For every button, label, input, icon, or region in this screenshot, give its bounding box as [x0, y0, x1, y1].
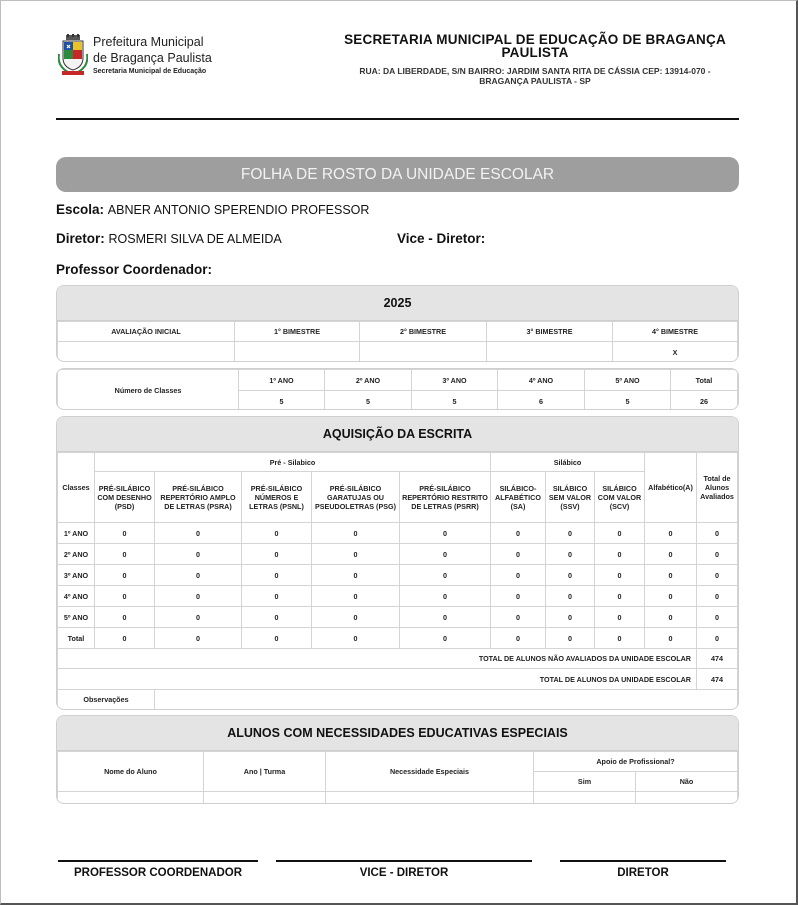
classes-header: 3º ANO: [412, 370, 498, 391]
bimestre-table: [57, 321, 738, 362]
table-cell: 0: [95, 544, 155, 565]
table-cell: 0: [242, 565, 312, 586]
table-row: [58, 586, 738, 607]
table-cell: 0: [242, 586, 312, 607]
table-cell: 0: [400, 628, 491, 649]
table-cell: 0: [400, 586, 491, 607]
table-cell: 0: [595, 586, 645, 607]
escrita-box: [56, 416, 739, 710]
table-cell: 0: [95, 586, 155, 607]
header-divider: [56, 118, 739, 120]
table-cell: 0: [242, 628, 312, 649]
row-label: 1º ANO: [58, 523, 95, 544]
vice-diretor-field: [397, 231, 485, 246]
header-address: RUA: DA LIBERDADE, S/N BAIRRO: JARDIM SANTA RITA DE CÁSSIA CEP: 13914-070 - BRAGANÇA PAULISTA - SP: [359, 66, 711, 86]
col-header: SILÁBICO SEM VALOR (SSV): [546, 472, 595, 523]
table-cell: 0: [400, 607, 491, 628]
especiais-box: [56, 715, 739, 804]
row-label: 5º ANO: [58, 607, 95, 628]
total-avaliados-header: Total de Alunos Avaliados: [697, 453, 738, 523]
table-cell: 0: [400, 544, 491, 565]
escola-field: [56, 202, 369, 217]
row-label: Total: [58, 628, 95, 649]
col-header: SILÁBICO COM VALOR (SCV): [595, 472, 645, 523]
table-cell: 0: [312, 523, 400, 544]
table-cell: 0: [546, 607, 595, 628]
nao-header: Não: [636, 772, 738, 792]
table-cell: 0: [645, 544, 697, 565]
table-row: [58, 628, 738, 649]
table-row: [58, 523, 738, 544]
col-header: PRÉ-SILÁBICO GARATUJAS OU PSEUDOLETRAS (PSG): [312, 472, 400, 523]
signature-vice-diretor: VICE - DIRETOR: [359, 867, 449, 879]
logo-line-3: Secretaria Municipal de Educação: [93, 68, 207, 75]
classes-value: 5: [412, 391, 498, 411]
table-cell: 0: [645, 523, 697, 544]
coordenador-label: Professor Coordenador:: [56, 262, 213, 277]
observacoes-field[interactable]: [155, 690, 738, 710]
table-cell: 0: [491, 523, 546, 544]
row-label: 2º ANO: [58, 544, 95, 565]
necessidade-header: Necessidade Especiais: [326, 752, 534, 792]
sim-header: Sim: [534, 772, 636, 792]
classes-header: 5º ANO: [585, 370, 671, 391]
ano-turma-header: Ano | Turma: [204, 752, 326, 792]
table-cell: 0: [491, 565, 546, 586]
table-cell: 0: [312, 628, 400, 649]
signature-line: [58, 860, 258, 862]
logo-line-2: de Bragança Paulista: [93, 51, 212, 65]
year-table-box: [56, 285, 739, 362]
table-row: [58, 544, 738, 565]
bimestre-value: [360, 342, 487, 363]
table-cell: 0: [697, 565, 738, 586]
table-cell: 0: [546, 586, 595, 607]
table-cell: 0: [546, 565, 595, 586]
classes-header: 1º ANO: [239, 370, 325, 391]
col-header: PRÉ-SILÁBICO REPERTÓRIO RESTRITO DE LETRAS (PSRR): [400, 472, 491, 523]
especiais-table: [57, 751, 738, 804]
classes-value: 26: [671, 391, 738, 411]
signature-line: [560, 860, 726, 862]
bimestre-value: [58, 342, 235, 363]
table-cell: 0: [312, 586, 400, 607]
table-row: [58, 565, 738, 586]
col-header: PRÉ-SILÁBICO COM DESENHO (PSD): [95, 472, 155, 523]
table-cell: 0: [155, 586, 242, 607]
diretor-label: Diretor:: [56, 231, 105, 246]
table-cell: 0: [155, 523, 242, 544]
diretor-value: ROSMERI SILVA DE ALMEIDA: [108, 232, 282, 246]
observacoes-label: Observações: [58, 690, 155, 710]
table-cell: 0: [697, 607, 738, 628]
table-cell: 0: [155, 544, 242, 565]
bimestre-header: 1° BIMESTRE: [235, 322, 360, 342]
table-cell: 0: [595, 565, 645, 586]
classes-header: Total: [671, 370, 738, 391]
col-header: SILÁBICO-ALFABÉTICO (SA): [491, 472, 546, 523]
bimestre-header: AVALIAÇÃO INICIAL: [58, 322, 235, 342]
year-heading: 2025: [57, 286, 738, 321]
table-cell: 0: [155, 565, 242, 586]
total-alunos-value: 474: [697, 669, 738, 690]
table-cell: 0: [242, 523, 312, 544]
table-cell: 0: [155, 607, 242, 628]
escola-value: ABNER ANTONIO SPERENDIO PROFESSOR: [107, 203, 370, 217]
header-title: SECRETARIA MUNICIPAL DE EDUCAÇÃO DE BRAGANÇA PAULISTA: [344, 32, 726, 60]
empty-cell: [534, 792, 636, 804]
classes-value: 6: [498, 391, 585, 411]
signature-coordenador: PROFESSOR COORDENADOR: [73, 867, 243, 879]
classes-table: [57, 369, 738, 410]
table-cell: 0: [595, 544, 645, 565]
bimestre-header: 3° BIMESTRE: [487, 322, 613, 342]
classes-label: Número de Classes: [58, 370, 239, 411]
coordenador-field: [56, 262, 212, 277]
row-label: 4º ANO: [58, 586, 95, 607]
bimestre-header: 4° BIMESTRE: [613, 322, 738, 342]
table-cell: 0: [95, 607, 155, 628]
table-cell: 0: [595, 607, 645, 628]
diretor-field: [56, 231, 282, 246]
vice-diretor-label: Vice - Diretor:: [397, 231, 486, 246]
table-cell: 0: [595, 523, 645, 544]
table-cell: 0: [400, 523, 491, 544]
row-label: 3º ANO: [58, 565, 95, 586]
table-cell: 0: [697, 523, 738, 544]
nao-avaliados-value: 474: [697, 649, 738, 669]
table-cell: 0: [697, 628, 738, 649]
table-cell: 0: [546, 523, 595, 544]
empty-cell: [326, 792, 534, 804]
table-cell: 0: [491, 607, 546, 628]
total-alunos-label: TOTAL DE ALUNOS DA UNIDADE ESCOLAR: [58, 669, 697, 690]
table-cell: 0: [546, 544, 595, 565]
classes-value: 5: [325, 391, 412, 411]
bimestre-header: 2° BIMESTRE: [360, 322, 487, 342]
escrita-title: AQUISIÇÃO DA ESCRITA: [57, 417, 738, 452]
table-cell: 0: [400, 565, 491, 586]
empty-cell: [58, 792, 204, 804]
col-header: PRÉ-SILÁBICO NÚMEROS E LETRAS (PSNL): [242, 472, 312, 523]
table-cell: 0: [645, 586, 697, 607]
pre-silabico-group: Pré - Silabico: [95, 453, 491, 472]
nome-aluno-header: Nome do Aluno: [58, 752, 204, 792]
table-cell: 0: [242, 607, 312, 628]
table-cell: 0: [312, 565, 400, 586]
empty-cell: [204, 792, 326, 804]
page-banner: FOLHA DE ROSTO DA UNIDADE ESCOLAR: [56, 157, 739, 192]
table-cell: 0: [645, 628, 697, 649]
table-cell: 0: [242, 544, 312, 565]
prefeitura-logo: [58, 34, 228, 80]
table-cell: 0: [697, 544, 738, 565]
nao-avaliados-label: TOTAL DE ALUNOS NÃO AVALIADOS DA UNIDADE ESCOLAR: [58, 649, 697, 669]
table-cell: 0: [645, 607, 697, 628]
escola-label: Escola:: [56, 202, 105, 217]
table-cell: 0: [645, 565, 697, 586]
table-cell: 0: [697, 586, 738, 607]
apoio-header: Apoio de Profissional?: [534, 752, 738, 772]
logo-line-1: Prefeitura Municipal: [93, 35, 204, 49]
col-header: PRÉ-SILÁBICO REPERTÓRIO AMPLO DE LETRAS (PSRA): [155, 472, 242, 523]
alfabetico-header: Alfabético(A): [645, 453, 697, 523]
bimestre-value: X: [613, 342, 738, 363]
table-cell: 0: [312, 607, 400, 628]
silabico-group: Silábico: [491, 453, 645, 472]
table-cell: 0: [546, 628, 595, 649]
classes-header: 2º ANO: [325, 370, 412, 391]
table-cell: 0: [312, 544, 400, 565]
classes-header: 4º ANO: [498, 370, 585, 391]
signature-line: [276, 860, 532, 862]
table-cell: 0: [155, 628, 242, 649]
empty-cell: [636, 792, 738, 804]
classes-col-header: Classes: [58, 453, 95, 523]
coat-of-arms-icon: [58, 34, 88, 78]
table-cell: 0: [95, 565, 155, 586]
table-cell: 0: [595, 628, 645, 649]
table-cell: 0: [491, 586, 546, 607]
table-row: [58, 607, 738, 628]
classes-value: 5: [239, 391, 325, 411]
table-cell: 0: [95, 523, 155, 544]
classes-table-box: [56, 368, 739, 410]
bimestre-value: [487, 342, 613, 363]
especiais-title: ALUNOS COM NECESSIDADES EDUCATIVAS ESPECIAIS: [57, 716, 738, 751]
table-cell: 0: [95, 628, 155, 649]
table-cell: 0: [491, 628, 546, 649]
bimestre-value: [235, 342, 360, 363]
signature-diretor: DIRETOR: [617, 867, 669, 879]
table-cell: 0: [491, 544, 546, 565]
classes-value: 5: [585, 391, 671, 411]
escrita-table: [57, 452, 738, 710]
